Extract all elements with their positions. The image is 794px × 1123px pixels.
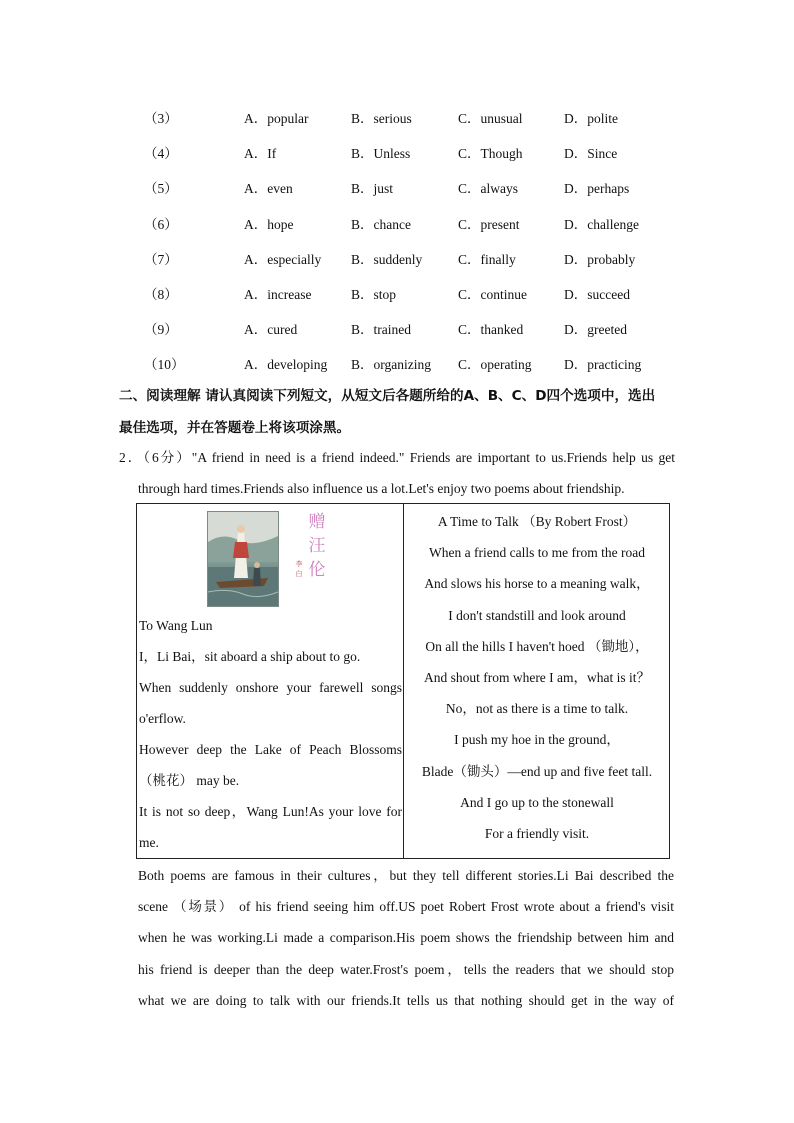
poem-line: I，Li Bai，sit aboard a ship about to go. [139,649,361,664]
option-d: D．polite [564,111,618,126]
poem-table [136,503,670,859]
option-b: B．suddenly [351,251,423,267]
option-c: C．present [458,216,520,232]
option-c: C．always [458,181,518,197]
option-rows [140,97,700,379]
poem-left-cell [139,504,402,858]
option-b: B．Unless [351,146,411,162]
question-intro-line: through hard times.Friends also influence us a lot.Let's enjoy two poems about friendship. [138,481,625,496]
cover-author [294,559,304,579]
option-a: A．increase [244,286,312,302]
option-c: C．operating [458,357,532,373]
option-row [140,167,700,202]
passage-line: scene （场景） of his friend seeing him off.US poet Robert Frost wrote about a friend's visit [138,899,674,915]
question-number: （4） [144,146,178,162]
question-number: （5） [144,181,178,197]
option-a: A．even [244,181,293,197]
reading-passage [138,860,674,1016]
option-c: C．continue [458,286,527,302]
poem-line: o'erflow. [139,711,186,726]
option-d: D．challenge [564,216,639,232]
cover-title-char: 伦 [308,560,326,580]
poem-right-cell [405,504,669,858]
section-heading-line: 最佳选项，并在答题卷上将该项涂黑。 [119,420,351,436]
option-row [140,308,700,343]
option-a: A．hope [244,216,294,232]
poem-line: It is not so deep，Wang Lun!As your love for [139,804,402,819]
option-a: A．popular [244,111,309,126]
option-a: A．especially [244,251,322,267]
cover-title-char: 汪 [308,536,326,556]
poem-line: When suddenly onshore your farewell songs [139,680,402,695]
section-heading [119,380,679,444]
option-d: D．Since [564,146,618,162]
question-number: （9） [144,322,178,338]
question-intro [119,442,675,504]
option-b: B．just [351,181,394,197]
cover-title [305,510,329,582]
option-d: D．succeed [564,286,630,302]
poem-line: （桃花） may be. [139,773,240,788]
option-d: D．greeted [564,322,627,338]
poem-right-text [405,506,669,849]
poem-line: For a friendly visit. [484,826,590,842]
option-b: B．serious [351,111,412,126]
painting-illustration [208,512,278,606]
option-b: B．chance [351,216,411,232]
poem-line: On all the hills I haven't hoed （锄地）， [425,638,649,654]
option-d: D．probably [564,251,636,267]
question-number: （10） [144,357,185,373]
option-c: C．Though [458,146,523,162]
question-number: （7） [144,251,178,267]
passage-line: when he was working.Li made a comparison.His poem shows the friendship between him and [138,930,674,946]
poem-line: I don't standstill and look around [448,607,626,623]
poem-line: I push my hoe in the ground， [454,732,620,748]
poem-line: And slows his horse to a meaning walk， [424,576,650,592]
passage-line: Both poems are famous in their cultures，but they tell different stories.Li Bai described the [138,868,674,883]
option-c: C．unusual [458,111,523,126]
option-a: A．developing [244,357,328,373]
option-b: B．trained [351,322,411,338]
option-a: A．If [244,146,277,162]
option-a: A．cured [244,322,298,338]
question-intro-line: 2．（6分）"A friend in need is a friend indeed." Friends are important to us.Friends help us get [119,450,675,465]
section-heading-line: 二、阅读理解 请认真阅读下列短文，从短文后各题所给的A、B、C、D四个选项中，选出 [119,388,656,404]
poem-line: No，not as there is a time to talk. [445,701,629,717]
option-row [140,273,700,308]
question-number: （8） [144,286,178,302]
poem-line: me. [139,835,159,850]
poem-title: A Time to Talk （By Robert Frost） [437,514,637,529]
passage-line: what we are doing to talk with our friends.It tells us that nothing should get in the way of [138,992,674,1008]
option-row [140,203,700,238]
poem-line: However deep the Lake of Peach Blossoms [139,742,402,757]
option-row [140,238,700,273]
option-b: B．stop [351,286,397,302]
cover-author-char: 白 [295,570,303,578]
poem-line: To Wang Lun [139,618,213,633]
question-number: （3） [144,111,178,126]
poem-left-text [139,610,402,858]
option-c: C．thanked [458,322,524,338]
question-number: （6） [144,216,178,232]
cover-title-char: 赠 [308,512,326,532]
poem-line: Blade（锄头）—end up and five feet tall. [421,763,653,779]
cover-author-char: 李 [295,560,303,568]
table-divider [403,504,404,858]
option-row [140,343,700,378]
option-b: B．organizing [351,357,431,373]
option-row [140,97,700,132]
poem-line: And I go up to the stonewall [460,794,614,810]
option-c: C．finally [458,251,516,267]
poem-line: And shout from where I am，what is it？ [423,670,651,686]
option-row [140,132,700,167]
passage-line: his friend is deeper than the deep water.Frost's poem，tells the readers that we should stop [138,961,674,977]
poem-line: When a friend calls to me from the road [429,545,645,561]
option-d: D．perhaps [564,181,630,197]
option-d: D．practicing [564,357,642,373]
book-cover-painting [207,511,279,607]
